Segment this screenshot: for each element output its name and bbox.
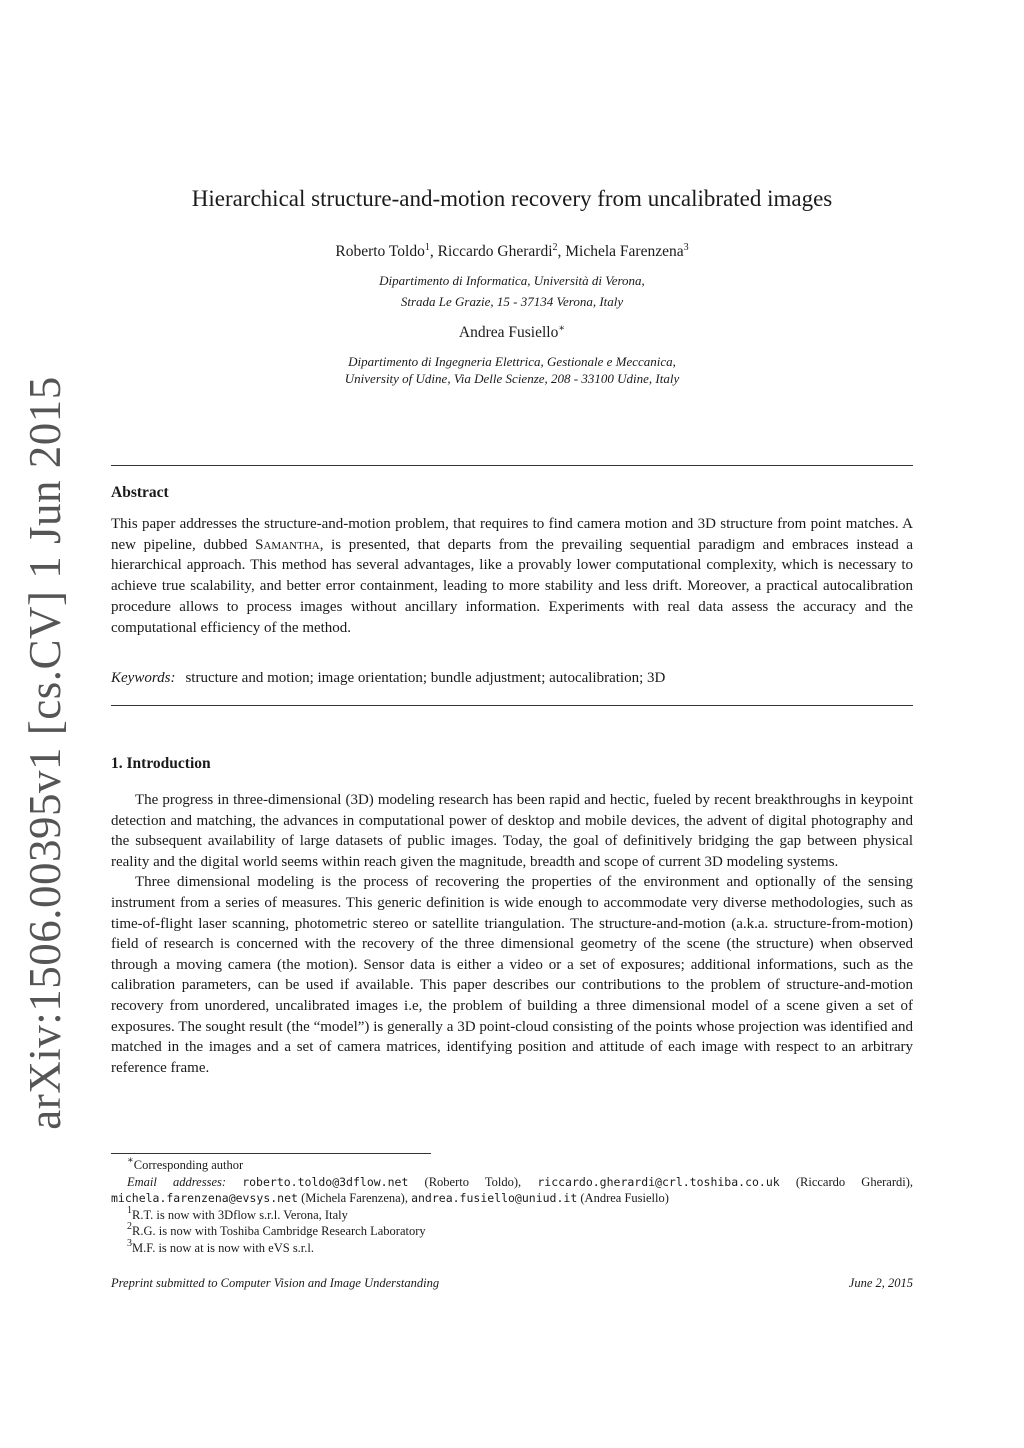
- footnotes: [111, 1157, 913, 1256]
- email-farenzena[interactable]: michela.farenzena@evsys.net: [111, 1191, 298, 1205]
- affiliation-1-line-2: Strada Le Grazie, 15 - 37134 Verona, Italy: [400, 294, 624, 309]
- author-farenzena: , Michela Farenzena: [557, 243, 684, 260]
- email-farenzena-name: (Michela Farenzena),: [297, 1191, 412, 1205]
- abstract-text-1: This paper addresses the structure-and-motion problem, that requires to find camera motion and 3D structure from point matches. A new pipeline, dubbed: [111, 516, 913, 553]
- footnote-3-marker: 3: [127, 1237, 132, 1249]
- arxiv-identifier: arXiv:1506.00395v1 [cs.CV] 1 Jun 2015: [20, 376, 70, 1130]
- page-footer: [111, 1276, 913, 1291]
- footnote-2-text: R.G. is now with Toshiba Cambridge Research Laboratory: [132, 1224, 426, 1238]
- paper-title: Hierarchical structure-and-motion recovery from uncalibrated images: [191, 186, 833, 211]
- introduction-body: [111, 790, 913, 1078]
- affiliation-2-line-1: Dipartimento di Ingegneria Elettrica, Gestionale e Meccanica,: [348, 354, 676, 369]
- abstract-top-rule: [111, 465, 913, 466]
- email-fusiello[interactable]: andrea.fusiello@uniud.it: [411, 1191, 578, 1205]
- footnote-rule: [111, 1153, 431, 1154]
- footer-preprint-note: Preprint submitted to Computer Vision and Image Understanding: [111, 1276, 440, 1290]
- abstract-heading: Abstract: [111, 484, 169, 501]
- footnote-2: [111, 1223, 913, 1240]
- footnote-corresponding-text: Corresponding author: [133, 1158, 244, 1172]
- abstract-bottom-rule: [111, 705, 913, 706]
- author-line-2: [0, 324, 1024, 342]
- footnote-2-marker: 2: [127, 1221, 132, 1232]
- footnote-emails: [111, 1174, 913, 1207]
- abstract-body: [111, 514, 913, 638]
- author-fusiello: Andrea Fusiello: [458, 324, 559, 341]
- author-fusiello-marker: ∗: [558, 323, 566, 334]
- footnote-3: [111, 1237, 913, 1257]
- arxiv-side-stamp: [10, 376, 80, 1130]
- keywords-text: structure and motion; image orientation; bundle adjustment; autocalibration; 3D: [185, 670, 666, 686]
- footnote-corresponding-marker: ∗: [127, 1155, 134, 1166]
- email-gherardi[interactable]: riccardo.gherardi@crl.toshiba.co.uk: [537, 1174, 780, 1189]
- author-toldo-marker: 1: [424, 242, 430, 253]
- author-gherardi: , Riccardo Gherardi: [429, 243, 553, 260]
- email-toldo[interactable]: roberto.toldo@3dflow.net: [242, 1174, 409, 1189]
- email-fusiello-name: (Andrea Fusiello): [577, 1191, 669, 1205]
- footnote-1-marker: 1: [127, 1204, 132, 1216]
- author-gherardi-marker: 2: [552, 242, 558, 253]
- affiliation-2-line-2: University of Udine, Via Delle Scienze, 208 - 33100 Udine, Italy: [344, 371, 680, 386]
- affiliation-1-line-1: Dipartimento di Informatica, Università di Verona,: [379, 273, 645, 288]
- author-line-1: [0, 243, 1024, 261]
- footnote-1-text: R.T. is now with 3Dflow s.r.l. Verona, Italy: [132, 1207, 348, 1222]
- footnote-3-text: M.F. is now at is now with eVS s.r.l.: [132, 1240, 315, 1255]
- keywords-label: Keywords:: [111, 670, 176, 686]
- footer-date: June 2, 2015: [848, 1276, 913, 1290]
- author-farenzena-marker: 3: [683, 242, 689, 253]
- intro-paragraph-1: The progress in three-dimensional (3D) modeling research has been rapid and hectic, fueled by recent breakthroughs in keypoint detection and matching, the advances in computational power of desktop and mobile devices, the advent of digital photography and the subsequent availability of large datasets of public images. Today, the goal of definitively bridging the gap between physical reality and the digital world seems within reach given the magnitude, breadth and scope of current 3D modeling systems.: [111, 792, 913, 870]
- email-gherardi-name: (Riccardo Gherardi),: [779, 1174, 914, 1189]
- intro-paragraph-2: Three dimensional modeling is the process of recovering the properties of the environment and optionally of the sensing instrument from a series of measures. This generic definition is wide enough to accommodate very diverse methodologies, such as time-of-flight laser scanning, photometric stereo or satellite triangulation. The structure-and-motion (a.k.a. structure-from-motion) field of research is concerned with the recovery of the three dimensional geometry of the scene (the structure) when observed through a moving camera (the motion). Sensor data is either a video or a set of exposures; additional informations, such as the calibration parameters, can be used if available. This paper describes our contributions to the problem of structure-and-motion recovery from unordered, uncalibrated images i.e, the problem of building a three dimensional model of a scene given a set of exposures. The sought result (the “model”) is generally a 3D point-cloud consisting of the points whose projection was identified and matched in the images and a set of camera matrices, identifying position and attitude of each image with respect to an arbitrary reference frame.: [111, 874, 913, 1076]
- author-toldo: Roberto Toldo: [335, 243, 425, 260]
- method-name: Samantha: [255, 536, 320, 553]
- email-toldo-name: (Roberto Toldo),: [408, 1174, 538, 1189]
- keywords: [111, 670, 913, 687]
- footnote-1: [111, 1204, 913, 1224]
- footnote-corresponding: [111, 1157, 913, 1174]
- email-label: Email addresses:: [127, 1174, 227, 1189]
- abstract-text-2: , is presented, that departs from the prevailing sequential paradigm and embraces instead a hierarchical approach. This method has several advantages, like a provably lower computational complexity, which is necessary to achieve true scalability, and better error containment, leading to more stability and less drift. Moreover, a practical autocalibration procedure allows to process images without ancillary information. Experiments with real data assess the accuracy and the computational efficiency of the method.: [111, 536, 913, 636]
- section-heading-introduction: 1. Introduction: [111, 755, 211, 772]
